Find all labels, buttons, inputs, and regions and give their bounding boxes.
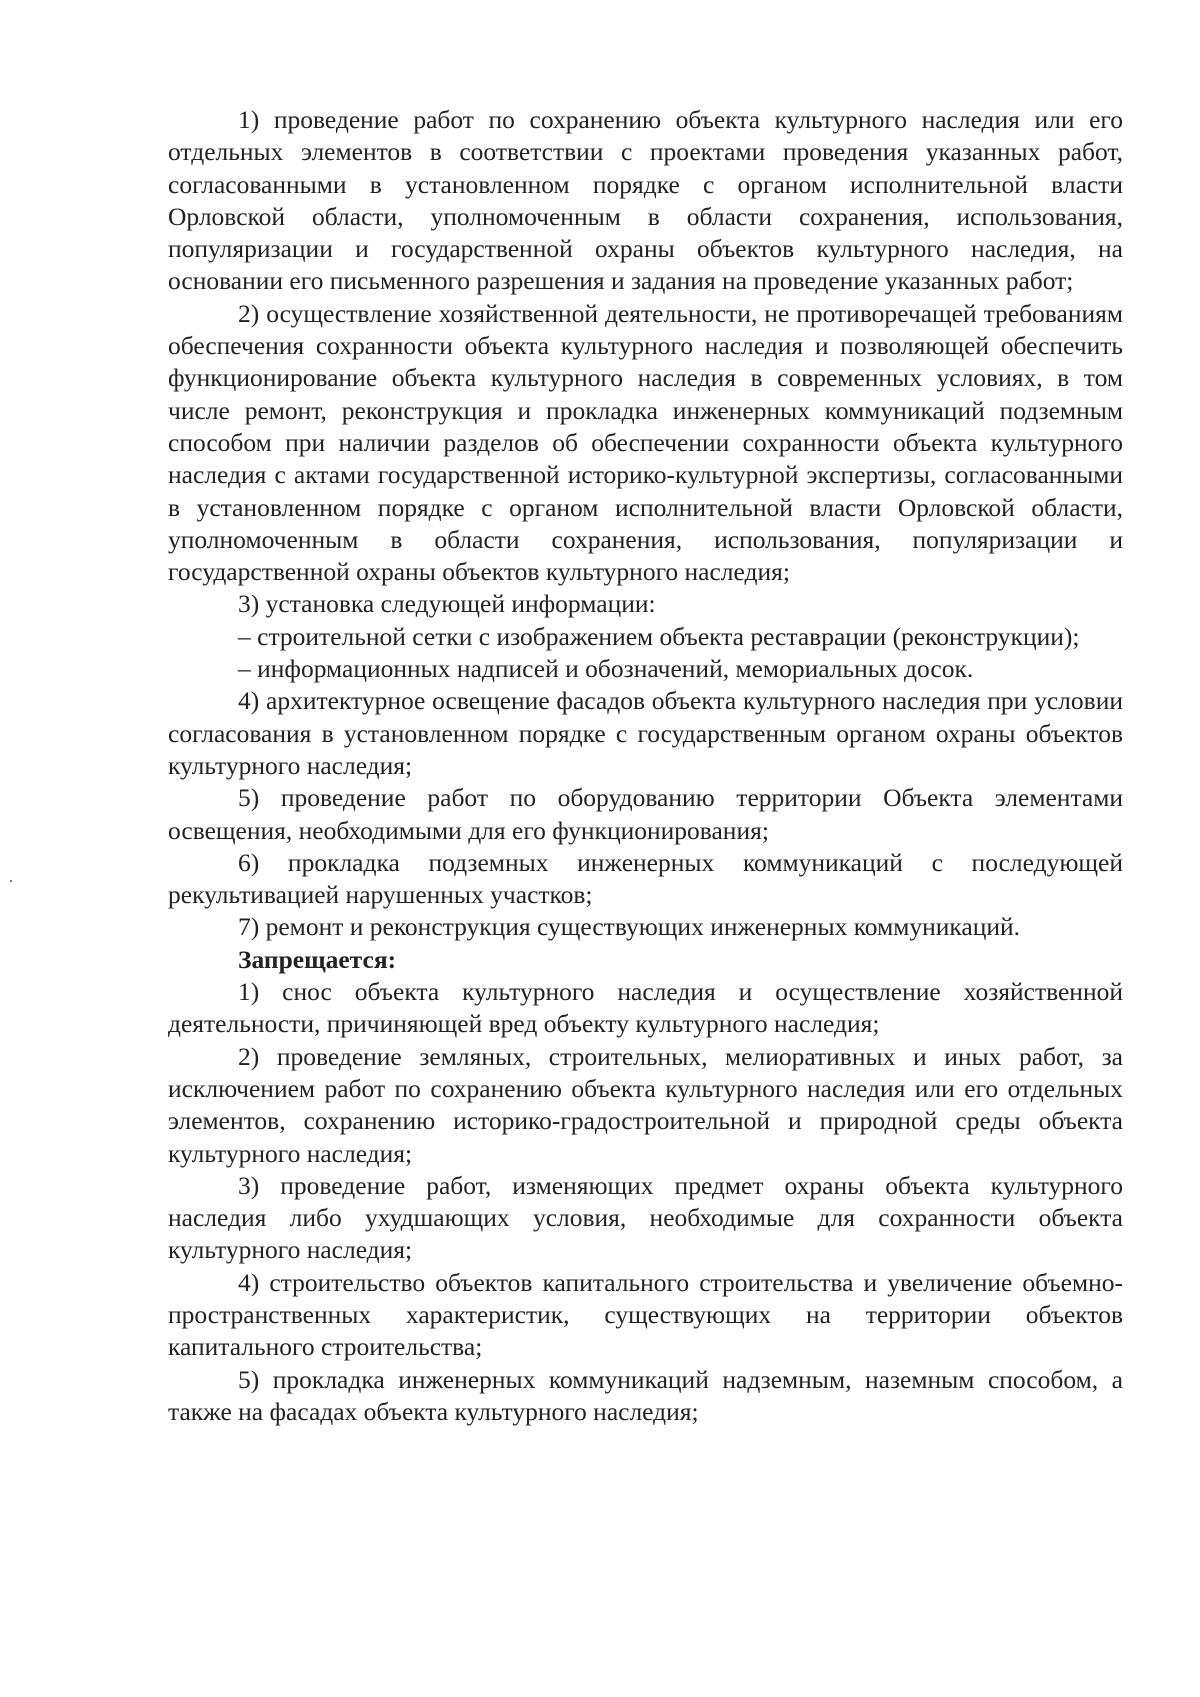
allowed-item-2: 2) осуществление хозяйственной деятельности, не противоречащей требованиям обеспечения сохранности объекта культурного наследия и позволяющей обеспечить функционирование объекта культурного наследия в современных условиях, в том числе ремонт, реконструкция и прокладка инженерных коммуникаций подземным способом при наличии разделов об обеспечении сохранности объекта культурного наследия с актами государственной историко-культурной экспертизы, согласованными в установленном порядке с органом исполнительной власти Орловской области, уполномоченным в области сохранения, использования, популяризации и государственной охраны объектов культурного наследия; [168, 298, 1123, 587]
allowed-item-6: 6) прокладка подземных инженерных коммуникаций с последующей рекультивацией нарушенных участков; [168, 847, 1123, 910]
document-page [168, 104, 1123, 1428]
scan-speck [10, 880, 12, 882]
prohibited-item-1: 1) снос объекта культурного наследия и осуществление хозяйственной деятельности, причиняющей вред объекту культурного наследия; [168, 977, 1123, 1039]
allowed-subitem-info-signs: – информационных надписей и обозначений, мемориальных досок. [238, 654, 974, 684]
prohibited-item-4: 4) строительство объектов капитального строительства и увеличение объемно-пространственных характеристик, существующих на территории объектов капитального строительства; [168, 1267, 1123, 1362]
allowed-item-3: 3) установка следующей информации: [238, 589, 656, 619]
prohibited-heading: Запрещается: [238, 944, 397, 974]
allowed-item-5: 5) проведение работ по оборудованию территории Объекта элементами освещения, необходимыми для его функционирования; [168, 783, 1123, 845]
prohibited-item-2: 2) проведение земляных, строительных, мелиоративных и иных работ, за исключением работ по сохранению объекта культурного наследия или его отдельных элементов, сохранению историко-градостроительной и природной среды объекта культурного наследия; [168, 1041, 1123, 1168]
prohibited-item-3: 3) проведение работ, изменяющих предмет охраны объекта культурного наследия либо ухудшающих условия, необходимые для сохранности объекта культурного наследия; [168, 1170, 1123, 1265]
prohibited-item-5: 5) прокладка инженерных коммуникаций надземным, наземным способом, а также на фасадах объекта культурного наследия; [168, 1364, 1123, 1426]
allowed-item-4: 4) архитектурное освещение фасадов объекта культурного наследия при условии согласования в установленном порядке с государственным органом охраны объектов культурного наследия; [168, 686, 1123, 780]
allowed-item-7: 7) ремонт и реконструкция существующих инженерных коммуникаций. [238, 912, 1021, 942]
allowed-item-1: 1) проведение работ по сохранению объекта культурного наследия или его отдельных элементов в соответствии с проектами проведения указанных работ, согласованными в установленном порядке с органом исполнительной власти Орловской области, уполномоченным в области сохранения, использования, популяризации и государственной охраны объектов культурного наследия, на основании его письменного разрешения и задания на проведение указанных работ; [168, 105, 1123, 296]
allowed-subitem-construction-net: – строительной сетки с изображением объекта реставрации (реконструкции); [238, 621, 1080, 651]
